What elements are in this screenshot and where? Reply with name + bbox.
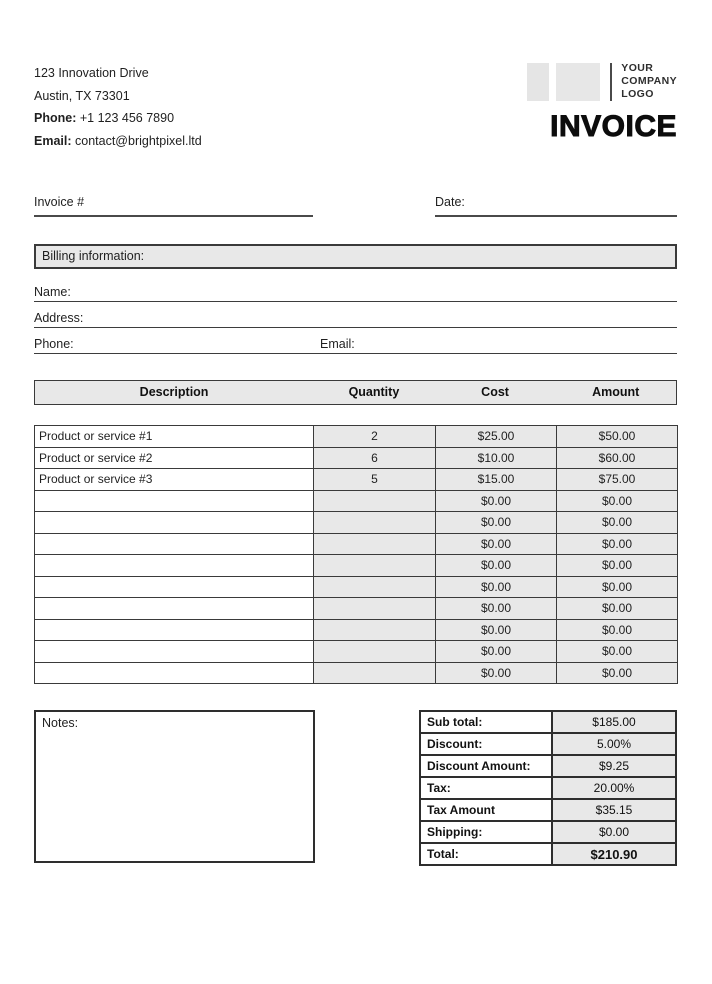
company-email: [34, 130, 202, 153]
item-description-cell[interactable]: [35, 555, 314, 577]
summary-label: Total:: [420, 843, 552, 865]
item-quantity-cell[interactable]: [314, 619, 436, 641]
summary-row: [420, 821, 676, 843]
item-cost-cell: $25.00: [436, 426, 557, 448]
item-cost-cell: $0.00: [436, 662, 557, 684]
item-amount-cell: $0.00: [557, 512, 678, 534]
item-cost-cell: $0.00: [436, 512, 557, 534]
item-row: [35, 533, 678, 555]
item-cost-cell: $0.00: [436, 555, 557, 577]
company-address-line2: Austin, TX 73301: [34, 88, 130, 103]
item-row: [35, 469, 678, 491]
item-amount-cell: $0.00: [557, 555, 678, 577]
logo-text-line3: LOGO: [621, 88, 654, 100]
item-row: [35, 641, 678, 663]
summary-value: 5.00%: [552, 733, 676, 755]
item-description-cell[interactable]: [35, 512, 314, 534]
item-quantity-cell[interactable]: [314, 662, 436, 684]
item-description-cell[interactable]: [35, 490, 314, 512]
notes-label: Notes:: [42, 716, 79, 730]
company-phone: [34, 107, 202, 130]
item-description-cell[interactable]: Product or service #2: [35, 447, 314, 469]
summary-value: $185.00: [552, 711, 676, 733]
summary-label: Discount Amount:: [420, 755, 552, 777]
item-quantity-cell[interactable]: 5: [314, 469, 436, 491]
item-amount-cell: $0.00: [557, 576, 678, 598]
billing-name-field[interactable]: [34, 285, 677, 302]
logo-placeholder-icon: [527, 63, 549, 101]
item-quantity-cell[interactable]: 2: [314, 426, 436, 448]
header-description: Description: [139, 385, 209, 399]
summary-value: $210.90: [552, 843, 676, 865]
summary-row: [420, 755, 676, 777]
item-row: [35, 490, 678, 512]
company-logo: [527, 62, 677, 101]
billing-address-label: Address:: [34, 311, 84, 325]
summary-value: $35.15: [552, 799, 676, 821]
item-description-cell[interactable]: Product or service #1: [35, 426, 314, 448]
billing-phone-label: Phone:: [34, 337, 74, 351]
date-label: Date:: [435, 195, 465, 209]
company-email-label: Email:: [34, 133, 72, 148]
item-row: [35, 576, 678, 598]
company-phone-label: Phone:: [34, 111, 77, 125]
brand-block: [527, 62, 677, 144]
item-quantity-cell[interactable]: 6: [314, 447, 436, 469]
item-row: [35, 426, 678, 448]
company-address-line1: 123 Innovation Drive: [34, 66, 149, 80]
header-amount: Amount: [592, 385, 640, 399]
item-row: [35, 619, 678, 641]
billing-name-label: Name:: [34, 285, 71, 299]
summary-value: $0.00: [552, 821, 676, 843]
company-info: [34, 62, 202, 152]
item-quantity-cell[interactable]: [314, 490, 436, 512]
logo-divider: [610, 63, 612, 101]
summary-row: [420, 799, 676, 821]
item-row: [35, 447, 678, 469]
item-cost-cell: $10.00: [436, 447, 557, 469]
bottom-section: [34, 710, 677, 866]
item-amount-cell: $60.00: [557, 447, 678, 469]
summary-value: $9.25: [552, 755, 676, 777]
header-cost: Cost: [481, 385, 509, 399]
invoice-number-label: Invoice #: [34, 195, 85, 209]
item-quantity-cell[interactable]: [314, 555, 436, 577]
item-cost-cell: $0.00: [436, 619, 557, 641]
item-cost-cell: $0.00: [436, 490, 557, 512]
company-phone-value: +1 123 456 7890: [79, 111, 175, 125]
summary-row: [420, 733, 676, 755]
item-description-cell[interactable]: [35, 598, 314, 620]
item-description-cell[interactable]: [35, 662, 314, 684]
summary-label: Discount:: [420, 733, 552, 755]
logo-placeholder-icon: [556, 63, 600, 101]
notes-box[interactable]: [34, 710, 315, 863]
item-cost-cell: $0.00: [436, 641, 557, 663]
summary-label: Tax Amount: [420, 799, 552, 821]
item-amount-cell: $0.00: [557, 533, 678, 555]
item-description-cell[interactable]: [35, 619, 314, 641]
item-description-cell[interactable]: [35, 533, 314, 555]
meta-row: [34, 195, 677, 217]
item-amount-cell: $0.00: [557, 490, 678, 512]
logo-text-line2: COMPANY: [621, 75, 677, 87]
item-description-cell[interactable]: Product or service #3: [35, 469, 314, 491]
billing-phone-email-field[interactable]: [34, 337, 677, 354]
page-title: INVOICE: [550, 110, 677, 143]
item-quantity-cell[interactable]: [314, 576, 436, 598]
item-amount-cell: $0.00: [557, 598, 678, 620]
items-table-body: [35, 426, 678, 684]
invoice-number-field[interactable]: [34, 195, 313, 217]
billing-address-field[interactable]: [34, 311, 677, 328]
billing-email-label: Email:: [320, 337, 355, 351]
item-cost-cell: $0.00: [436, 598, 557, 620]
logo-text-line1: YOUR: [621, 62, 654, 74]
header-quantity: Quantity: [348, 385, 400, 399]
item-row: [35, 555, 678, 577]
item-quantity-cell[interactable]: [314, 598, 436, 620]
summary-row: [420, 777, 676, 799]
item-amount-cell: $0.00: [557, 619, 678, 641]
company-email-value: contact@brightpixel.ltd: [75, 133, 202, 148]
item-quantity-cell[interactable]: [314, 533, 436, 555]
items-table: [34, 425, 678, 684]
item-quantity-cell[interactable]: [314, 641, 436, 663]
logo-text: [621, 62, 677, 101]
item-amount-cell: $75.00: [557, 469, 678, 491]
summary-total-row: [420, 843, 676, 865]
item-amount-cell: $50.00: [557, 426, 678, 448]
item-row: [35, 512, 678, 534]
item-description-cell[interactable]: [35, 576, 314, 598]
item-row: [35, 598, 678, 620]
item-cost-cell: $0.00: [436, 576, 557, 598]
summary-table-body: [420, 711, 676, 865]
item-cost-cell: $15.00: [436, 469, 557, 491]
header: [34, 62, 677, 152]
summary-label: Sub total:: [420, 711, 552, 733]
item-quantity-cell[interactable]: [314, 512, 436, 534]
item-amount-cell: $0.00: [557, 641, 678, 663]
billing-section-header: Billing information:: [34, 244, 677, 269]
item-cost-cell: $0.00: [436, 533, 557, 555]
summary-value: 20.00%: [552, 777, 676, 799]
summary-label: Shipping:: [420, 821, 552, 843]
summary-row: [420, 711, 676, 733]
summary-label: Tax:: [420, 777, 552, 799]
item-description-cell[interactable]: [35, 641, 314, 663]
date-field[interactable]: [435, 195, 677, 217]
items-table-header: [34, 380, 677, 405]
summary-table: [419, 710, 677, 866]
item-row: [35, 662, 678, 684]
item-amount-cell: $0.00: [557, 662, 678, 684]
